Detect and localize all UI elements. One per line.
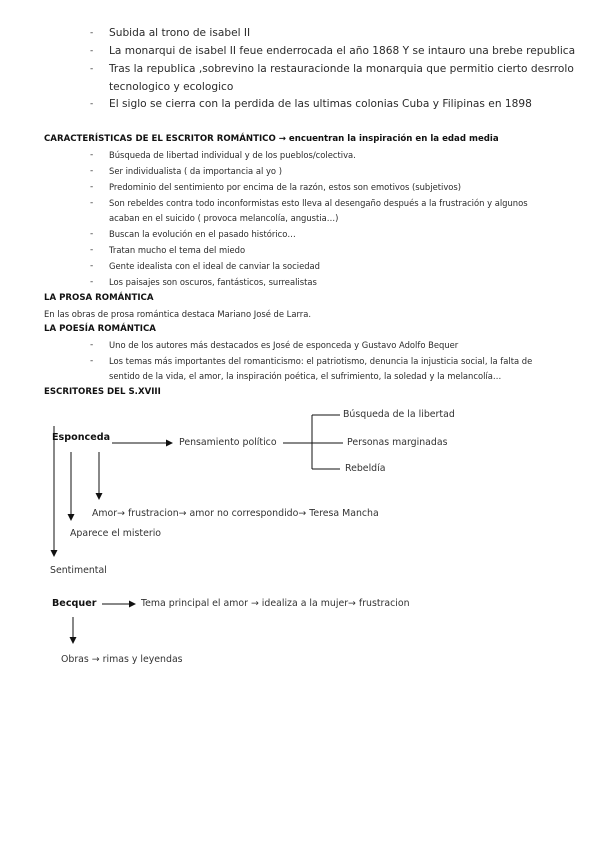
characteristic-item: Ser individualista ( da importancia al yo ) (109, 166, 282, 176)
history-item: Subida al trono de isabel II (109, 27, 251, 39)
bullet-dash: - (90, 182, 94, 192)
bullet-dash: - (90, 28, 94, 38)
diagram-pensamiento: Pensamiento político (179, 437, 277, 448)
diagram-amor: Amor→ frustracion→ amor no correspondido→ Teresa Mancha (92, 508, 379, 519)
diagram-obras: Obras → rimas y leyendas (61, 654, 183, 665)
bullet-dash: - (90, 64, 94, 74)
bullet-dash: - (90, 46, 94, 56)
bullet-dash: - (90, 277, 94, 287)
poesia-heading: LA POESÍA ROMÁNTICA (44, 324, 156, 334)
characteristic-item: Predominio del sentimiento por encima de la razón, estos son emotivos (subjetivos) (109, 182, 462, 192)
bullet-dash: - (90, 166, 94, 176)
history-item-continuation: tecnologico y ecologico (109, 81, 234, 93)
characteristic-item: Son rebeldes contra todo inconformistas esto lleva al desengaño después a la frustración y algunos (109, 198, 528, 208)
bullet-dash: - (90, 261, 94, 271)
diagram-rebeldia: Rebeldía (345, 463, 386, 474)
characteristic-item: Buscan la evolución en el pasado histórico… (109, 229, 296, 239)
diagram-tema: Tema principal el amor → idealiza a la mujer→ frustracion (141, 598, 410, 609)
diagram-busqueda: Búsqueda de la libertad (343, 409, 455, 420)
history-item: La monarqui de isabel II feue enderrocada el año 1868 Y se intauro una brebe republica (109, 45, 576, 57)
history-item: El siglo se cierra con la perdida de las ultimas colonias Cuba y Filipinas en 1898 (109, 98, 532, 110)
diagram-becquer: Becquer (52, 598, 97, 609)
poesia-item: Uno de los autores más destacados es José de esponceda y Gustavo Adolfo Bequer (109, 340, 459, 350)
characteristic-item: Tratan mucho el tema del miedo (109, 245, 246, 255)
bullet-dash: - (90, 340, 94, 350)
prosa-heading: LA PROSA ROMÁNTICA (44, 293, 154, 303)
poesia-item: Los temas más importantes del romanticismo: el patriotismo, denuncia la injusticia social, la falta de (109, 356, 533, 366)
diagram-espronceda: Esponceda (52, 432, 111, 443)
diagram-personas: Personas marginadas (347, 437, 448, 448)
bullet-dash: - (90, 356, 94, 366)
bullet-dash: - (90, 198, 94, 208)
characteristic-item-continuation: acaban en el suicido ( provoca melancolía, angustia…) (109, 213, 339, 223)
diagram-misterio: Aparece el misterio (70, 528, 162, 539)
diagram-sentimental: Sentimental (50, 565, 107, 576)
bullet-dash: - (90, 99, 94, 109)
history-item: Tras la republica ,sobrevino la restauracionde la monarquia que permitio cierto desrrolo (109, 63, 574, 75)
prosa-text: En las obras de prosa romántica destaca Mariano José de Larra. (44, 309, 312, 319)
bullet-dash: - (90, 245, 94, 255)
bullet-dash: - (90, 150, 94, 160)
escritores-heading: ESCRITORES DEL S.XVIII (44, 387, 161, 397)
poesia-item-continuation: sentido de la vida, el amor, la inspiración poética, el sufrimiento, la soledad y la melancolía… (109, 371, 502, 381)
characteristic-item: Búsqueda de libertad individual y de los pueblos/colectiva. (109, 150, 356, 160)
characteristics-heading: CARACTERÍSTICAS DE EL ESCRITOR ROMÁNTICO → encuentran la inspiración en la edad media (44, 134, 499, 144)
bullet-dash: - (90, 229, 94, 239)
characteristic-item: Gente idealista con el ideal de canviar la sociedad (109, 261, 320, 271)
characteristic-item: Los paisajes son oscuros, fantásticos, surrealistas (109, 277, 317, 287)
